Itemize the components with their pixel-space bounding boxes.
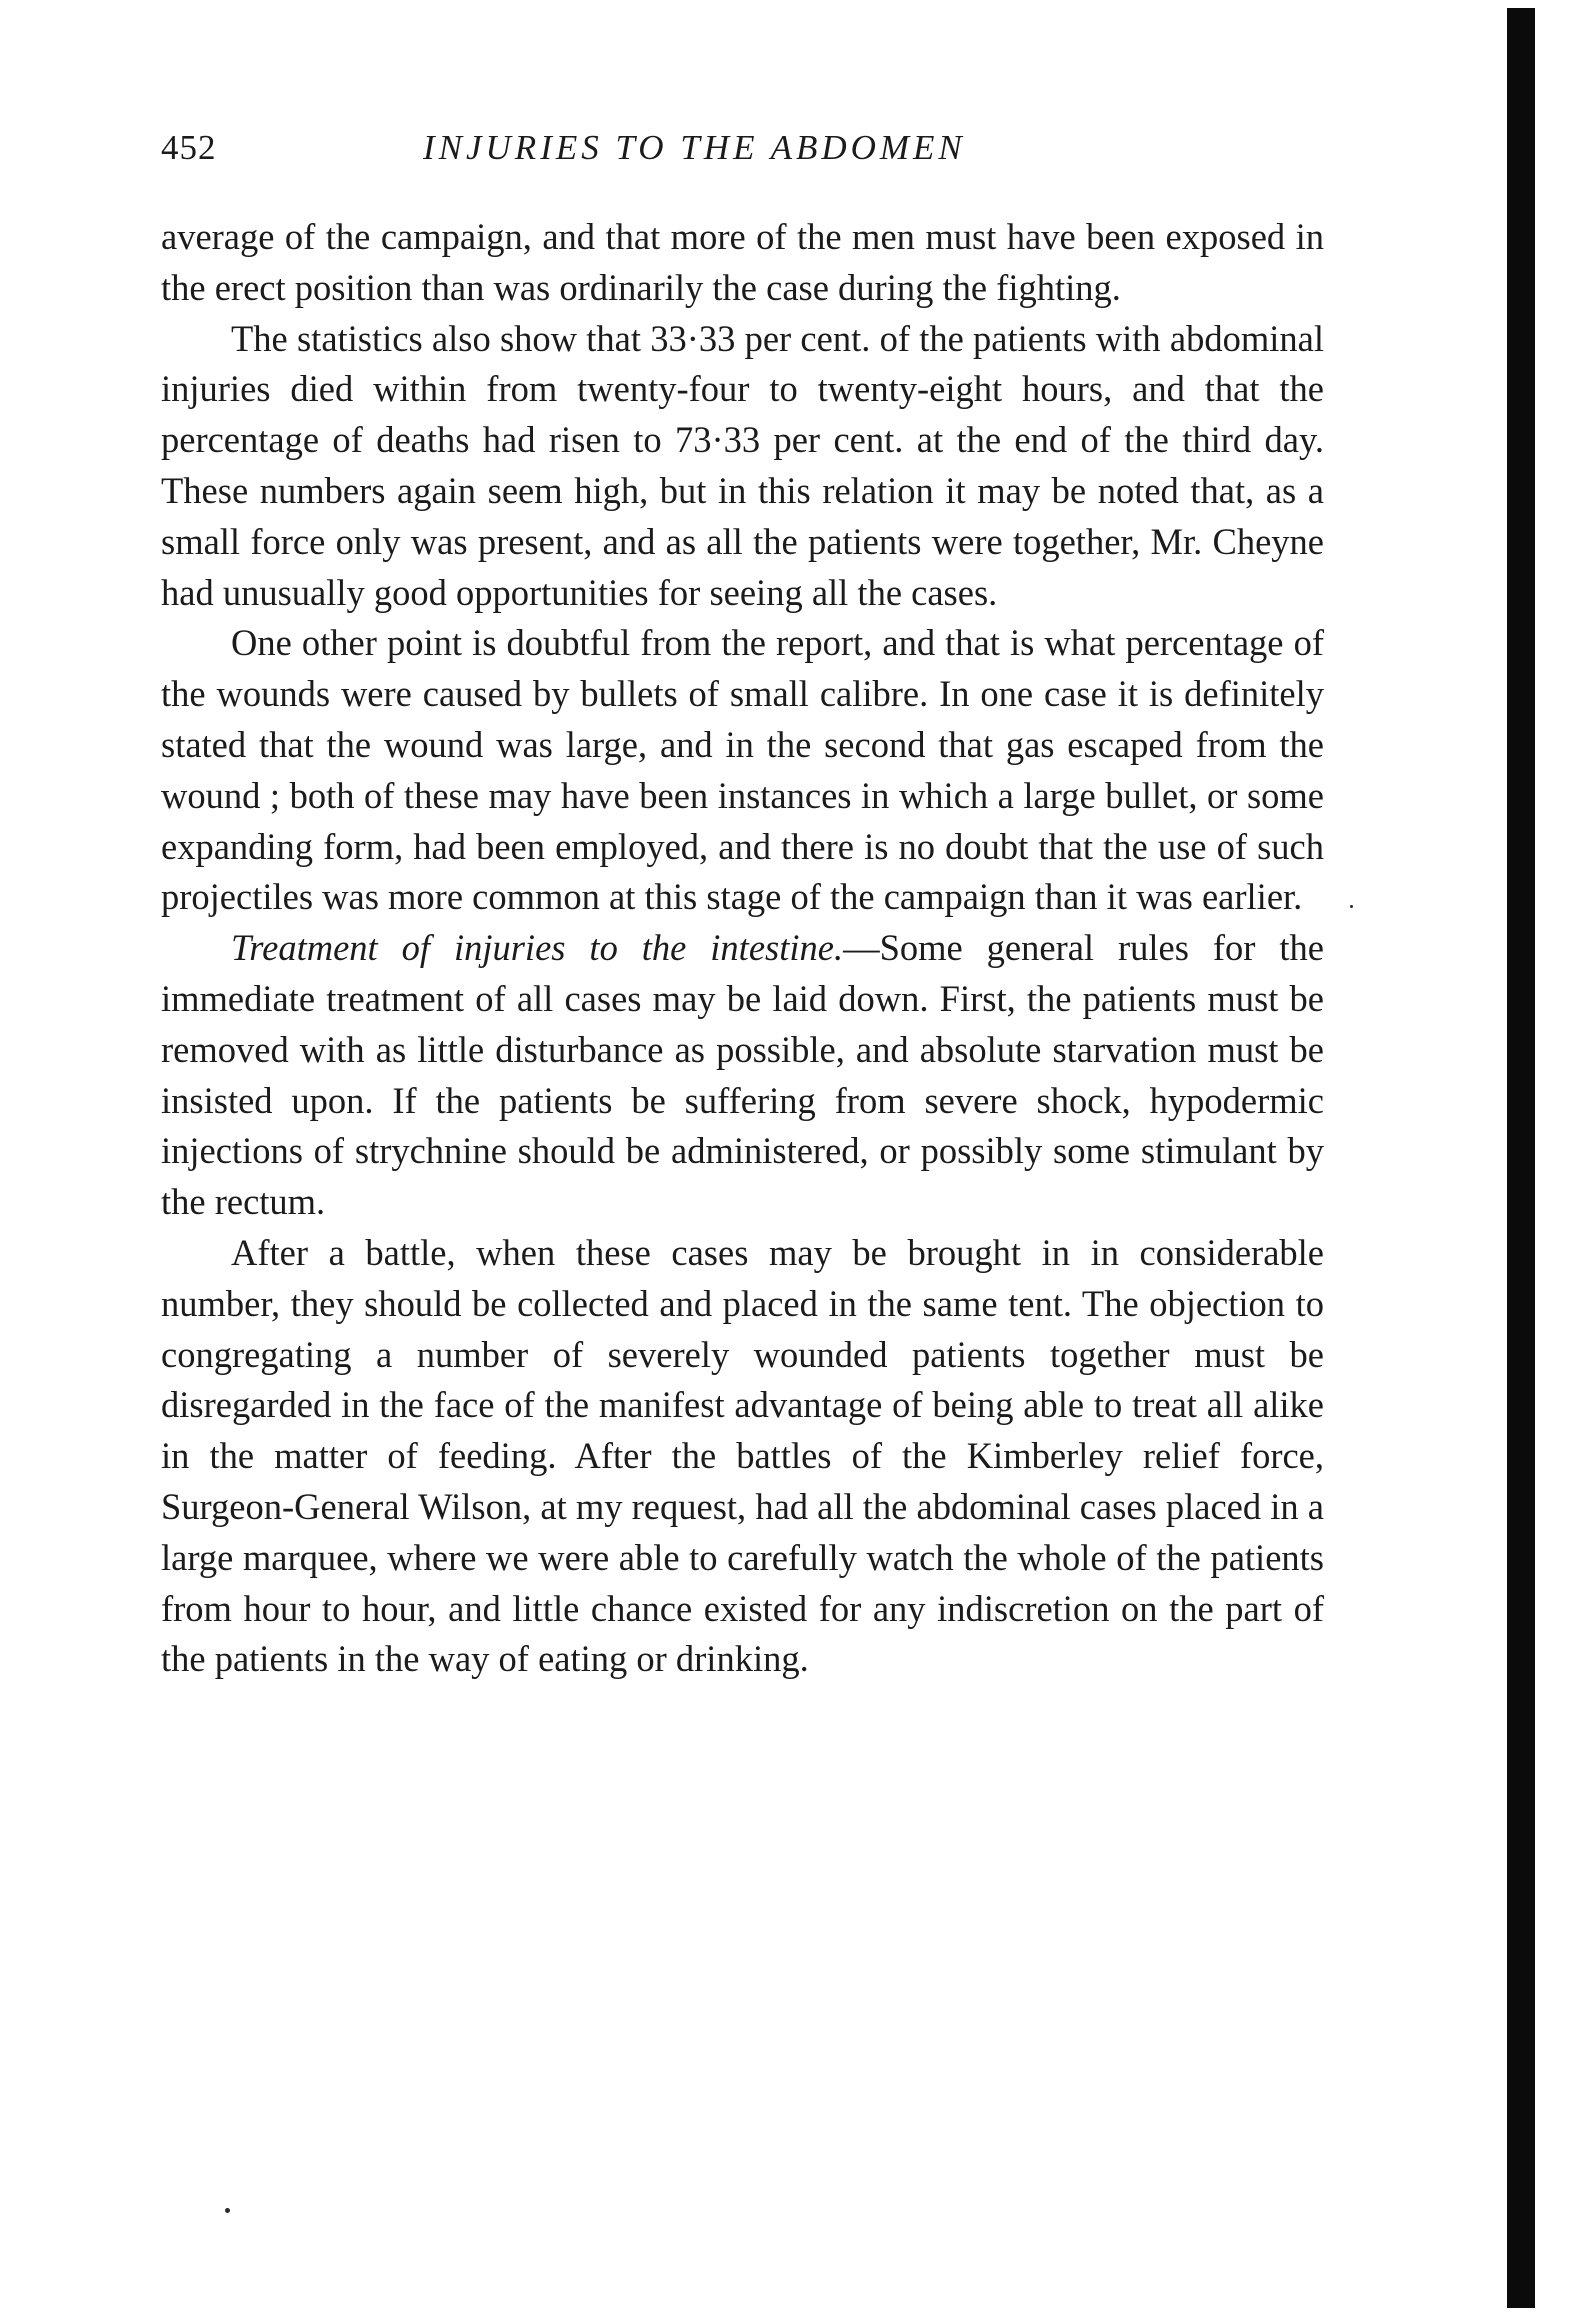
paragraph-1 <box>161 212 1324 314</box>
running-head: INJURIES TO THE ABDOMEN <box>423 128 966 167</box>
paragraph-3-text: One other point is doubtful from the report, and that is what percentage of the wounds were caused by bullets of small calibre. In one case it is definitely stated that the wound was large, and in the second that gas escaped from the wound ; both of these may have been instances in which a large bullet, or some expanding form, had been employed, and there is no doubt that the use of such projectiles was more common at this stage of the campaign than it was earlier. <box>161 622 1324 918</box>
paragraph-3 <box>161 618 1324 923</box>
paragraph-2-text: The statistics also show that 33·33 per cent. of the patients with abdominal injuries died within from twenty-four to twenty-eight hours, and that the percentage of deaths had risen to 73·33 per cent. at the end of the third day. These numbers again seem high, but in this relation it may be noted that, as a small force only was present, and as all the patients were together, Mr. Cheyne had unusually good opportunities for seeing all the cases. <box>161 317 1324 613</box>
scan-speck <box>225 2208 230 2213</box>
paragraph-5 <box>161 1228 1324 1685</box>
section-subheading: Treatment of injuries to the intestine. <box>231 927 844 969</box>
scan-speck <box>1350 905 1353 908</box>
paragraph-4 <box>161 923 1324 1228</box>
body-text <box>161 212 1324 1685</box>
page-header <box>161 128 1321 188</box>
page-number: 452 <box>161 128 217 167</box>
paragraph-5-text: After a battle, when these cases may be brought in in considerable number, they should be collected and placed in the same tent. The objection to congregating a number of severely wounded patients together must be disregarded in the face of the manifest advantage of being able to treat all alike in the matter of feeding. After the battles of the Kimberley relief force, Surgeon-General Wilson, at my request, had all the abdominal cases placed in a large marquee, where we were able to carefully watch the whole of the patients from hour to hour, and little chance existed for any indiscretion on the part of the patients in the way of eating or drinking. <box>161 1231 1324 1680</box>
scan-edge-bar <box>1507 8 1535 2308</box>
paragraph-2 <box>161 314 1324 619</box>
paragraph-4-text: —Some general rules for the immediate treatment of all cases may be laid down. First, the patients must be removed with as little disturbance as possible, and absolute starvation must be insisted upon. If the patients be suffering from severe shock, hypodermic injections of strychnine should be administered, or possibly some stimulant by the rectum. <box>161 927 1324 1223</box>
paragraph-1-text: average of the campaign, and that more of the men must have been exposed in the erect position than was ordinarily the case during the fighting. <box>161 216 1324 308</box>
